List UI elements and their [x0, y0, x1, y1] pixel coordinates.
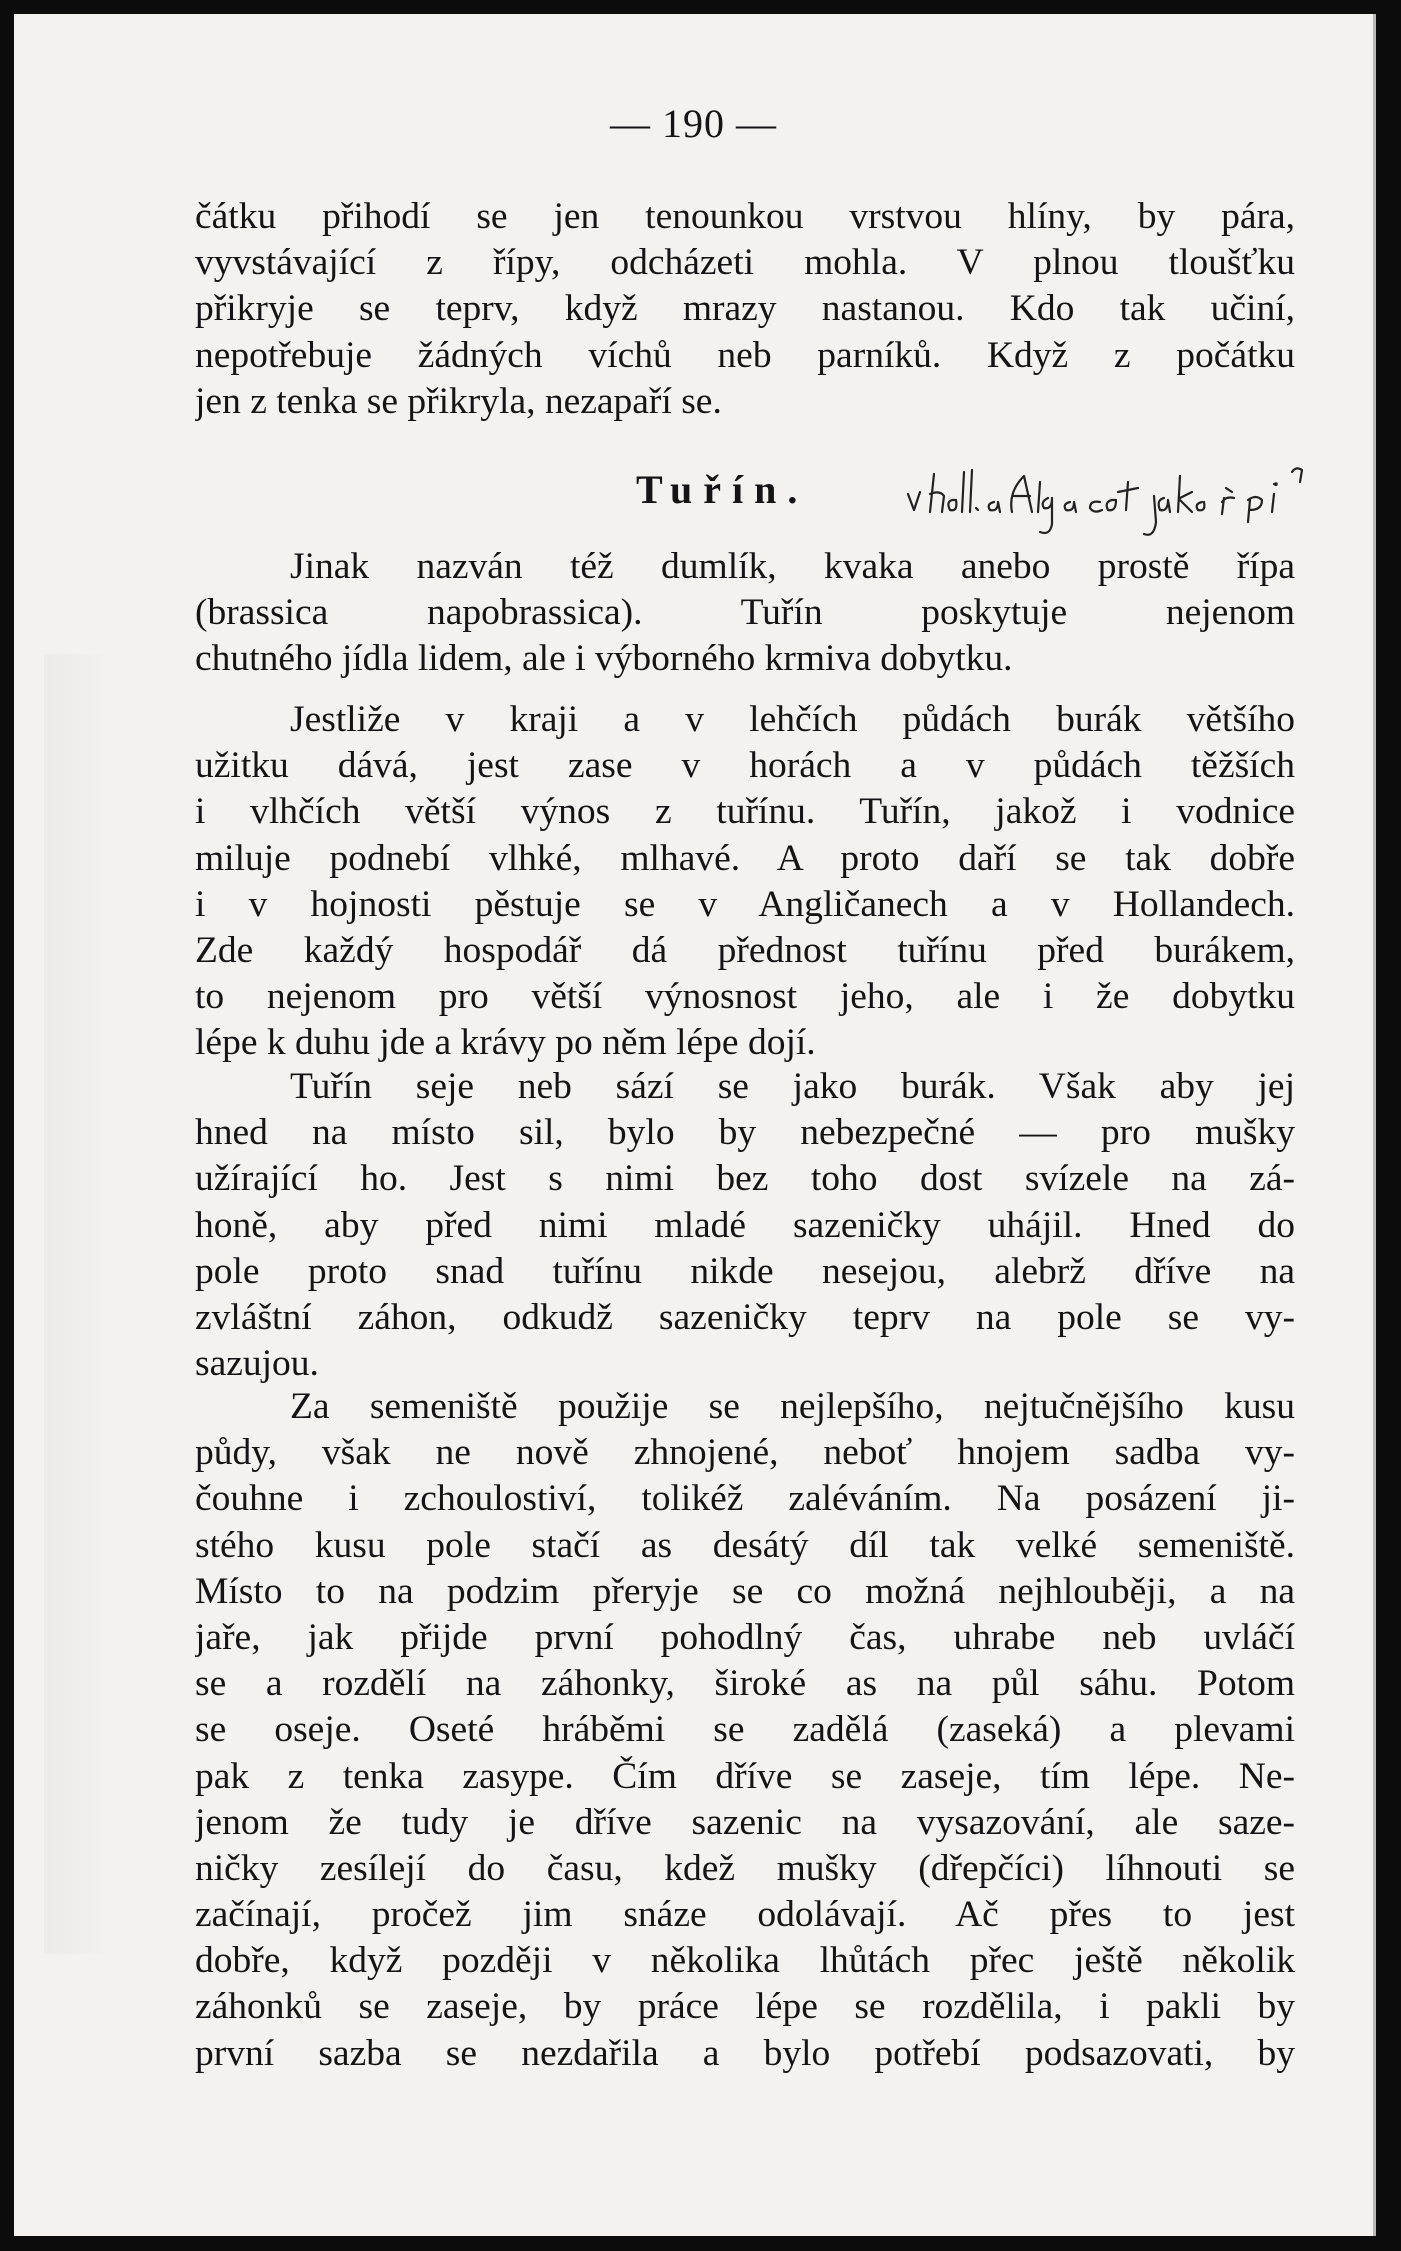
text-line: jen z tenka se přikryla, nezapaří se.: [195, 380, 722, 422]
paragraph-4: [195, 1064, 1295, 1387]
text-line: chutného jídla lidem, ale i výborného krmiva dobytku.: [195, 638, 1013, 680]
text-line: pak z tenka zasype. Čím dříve se zaseje, tím lépe. Ne-: [195, 1755, 1295, 1797]
text-line: miluje podnebí vlhké, mlhavé. A proto daří se tak dobře: [195, 837, 1295, 879]
text-line: čouhne i zchoulostiví, tolikéž zaléváním. Na posázení ji-: [195, 1478, 1295, 1520]
text-line: (brassica napobrassica). Tuřín poskytuje nejenom: [195, 592, 1295, 634]
text-line: i vlhčích větší výnos z tuřínu. Tuřín, jakož i vodnice: [195, 791, 1295, 833]
text-line: pole proto snad tuřínu nikde nesejou, alebrž dříve na: [195, 1250, 1295, 1292]
text-line: Za semeniště použije se nejlepšího, nejtučnějšího kusu: [290, 1386, 1295, 1427]
text-line: i v hojnosti pěstuje se v Angličanech a v Hollandech.: [195, 883, 1295, 925]
text-line: se oseje. Oseté hráběmi se zadělá (zaseká) a plevami: [195, 1709, 1295, 1751]
text-line: půdy, však ne nově zhnojené, neboť hnojem sadba vy-: [195, 1432, 1295, 1474]
text-line: hned na místo sil, bylo by nebezpečné — pro mušky: [195, 1112, 1295, 1154]
text-line: honě, aby před nimi mladé sazeničky uhájil. Hned do: [195, 1204, 1295, 1246]
paragraph-2: [195, 544, 1295, 683]
text-line: přikryje se teprv, když mrazy nastanou. Kdo tak učiní,: [195, 288, 1295, 330]
text-line: Zde každý hospodář dá přednost tuřínu před burákem,: [195, 929, 1295, 971]
paragraph-5: [195, 1384, 1295, 2077]
text-line: ničky zesílejí do času, kdež mušky (dřepčíci) líhnouti se: [195, 1847, 1295, 1889]
paragraph-3: [195, 697, 1295, 1067]
text-line: vyvstávající z řípy, odcházeti mohla. V plnou tloušťku: [195, 242, 1295, 284]
text-line: to nejenom pro větší výnosnost jeho, ale i že dobytku: [195, 976, 1295, 1018]
text-line: jenom že tudy je dříve sazenic na vysazování, ale saze-: [195, 1801, 1295, 1843]
text-line: první sazba se nezdařila a bylo potřebí podsazovati, by: [195, 2032, 1295, 2074]
handwritten-annotation: [904, 452, 1384, 552]
text-line: dobře, když později v několika lhůtách přec ještě několik: [195, 1940, 1295, 1982]
text-line: stého kusu pole stačí as desátý díl tak velké semeniště.: [195, 1524, 1295, 1566]
text-line: užitku dává, jest zase v horách a v půdách těžších: [195, 745, 1295, 787]
text-line: zvláštní záhon, odkudž sazeničky teprv na pole se vy-: [195, 1296, 1295, 1338]
text-line: Místo to na podzim přeryje se co možná nejhlouběji, a na: [195, 1570, 1295, 1612]
text-line: začínají, pročež jim snáze odolávají. Ač přes to jest: [195, 1894, 1295, 1936]
text-line: Jestliže v kraji a v lehčích půdách burák většího: [290, 699, 1295, 740]
text-line: lépe k duhu jde a krávy po něm lépe dojí.: [195, 1022, 816, 1064]
book-page: [14, 14, 1376, 2236]
text-line: Tuřín seje neb sází se jako burák. Však aby jej: [290, 1066, 1295, 1107]
page-number: — 190 —: [610, 101, 777, 146]
text-line: se a rozdělí na záhonky, široké as na půl sáhu. Potom: [195, 1663, 1295, 1705]
text-line: užírající ho. Jest s nimi bez toho dost svízele na zá-: [195, 1158, 1295, 1200]
text-line: Jinak nazván též dumlík, kvaka anebo prostě řípa: [290, 546, 1295, 587]
text-line: čátku přihodí se jen tenounkou vrstvou hlíny, by pára,: [195, 196, 1295, 237]
paragraph-1: [195, 194, 1295, 425]
section-heading: Tuřín.: [636, 467, 809, 512]
text-line: jaře, jak přijde první pohodlný čas, uhrabe neb uvláčí: [195, 1616, 1295, 1658]
text-line: nepotřebuje žádných víchů neb parníků. Když z počátku: [195, 334, 1295, 376]
text-line: záhonků se zaseje, by práce lépe se rozdělila, i pakli by: [195, 1986, 1295, 2028]
text-line: sazujou.: [195, 1343, 319, 1385]
page-stain: [44, 654, 114, 1954]
